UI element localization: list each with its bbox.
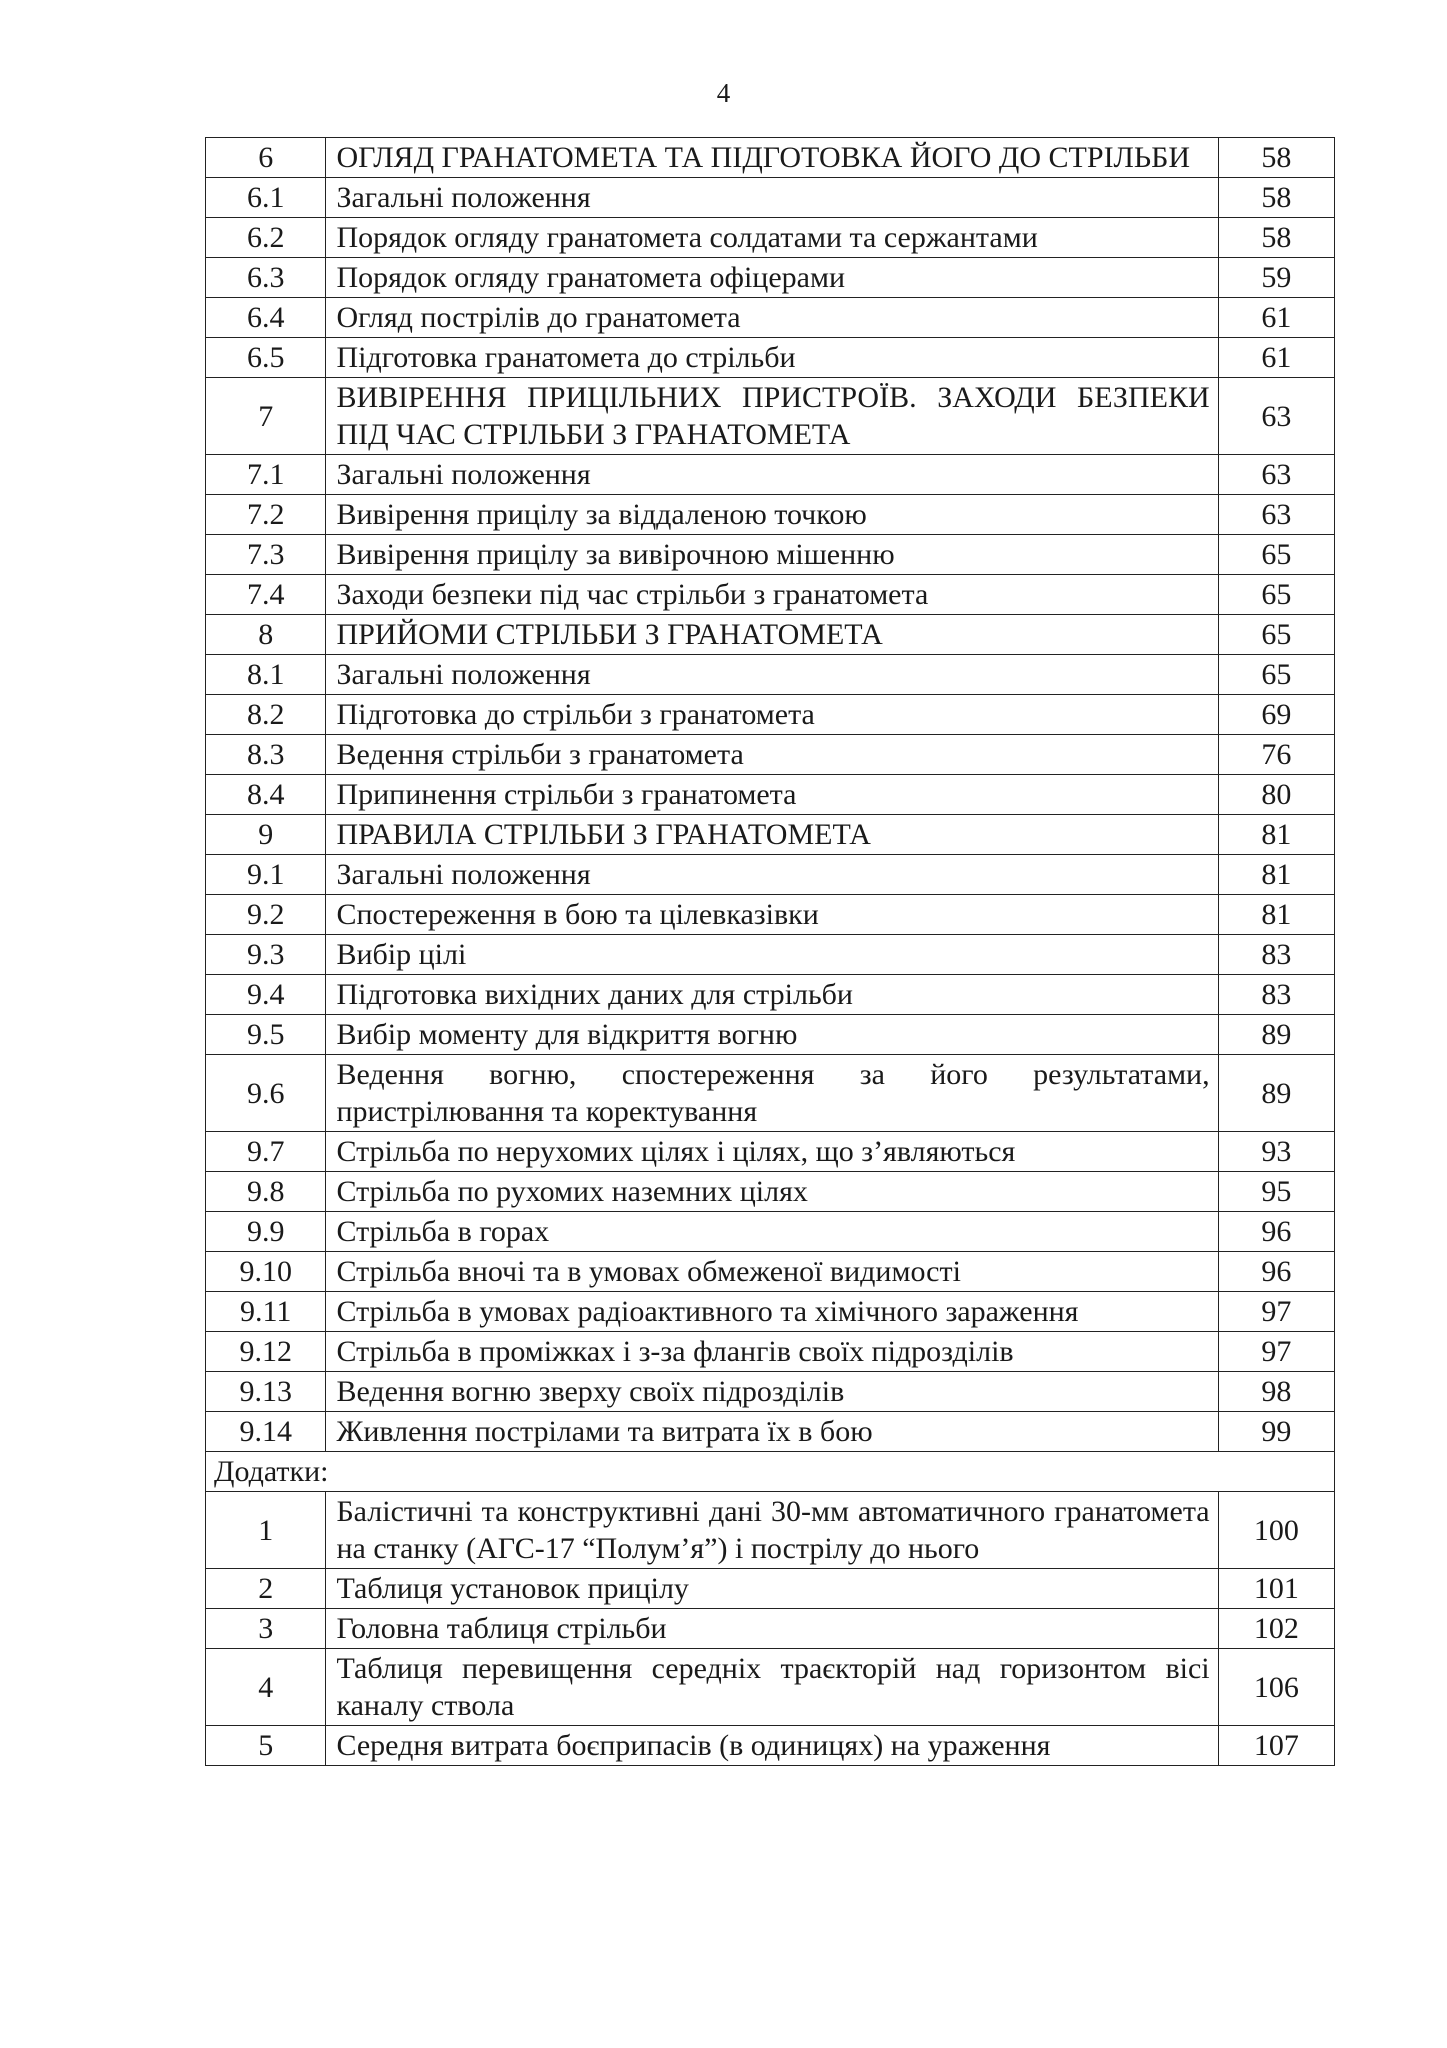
toc-row-number: 6.5 [206, 338, 326, 378]
appendix-row-number: 1 [206, 1492, 326, 1569]
appendix-row [206, 1649, 1335, 1726]
toc-row-title: Підготовка вихідних даних для стрільби [326, 975, 1218, 1015]
toc-row [206, 735, 1335, 775]
toc-row-number: 9.8 [206, 1172, 326, 1212]
appendix-row-title: Середня витрата боєприпасів (в одиницях) на ураження [326, 1726, 1218, 1766]
toc-row-page: 89 [1218, 1055, 1334, 1132]
toc-row-number: 9.9 [206, 1212, 326, 1252]
toc-row [206, 1332, 1335, 1372]
toc-row [206, 975, 1335, 1015]
toc-row [206, 178, 1335, 218]
toc-row [206, 455, 1335, 495]
toc-row-page: 65 [1218, 535, 1334, 575]
toc-row-title: Огляд пострілів до гранатомета [326, 298, 1218, 338]
appendix-row-page: 101 [1218, 1569, 1334, 1609]
toc-row-title: Ведення стрільби з гранатомета [326, 735, 1218, 775]
toc-row-title: Підготовка до стрільби з гранатомета [326, 695, 1218, 735]
toc-row [206, 1212, 1335, 1252]
toc-row-page: 61 [1218, 298, 1334, 338]
toc-row-number: 6.1 [206, 178, 326, 218]
toc-row-number: 8.1 [206, 655, 326, 695]
toc-row [206, 1372, 1335, 1412]
toc-row-page: 81 [1218, 855, 1334, 895]
toc-row-title: Вивірення прицілу за віддаленою точкою [326, 495, 1218, 535]
toc-row-number: 7.2 [206, 495, 326, 535]
toc-row-title: Стрільба по рухомих наземних цілях [326, 1172, 1218, 1212]
toc-row-title: Припинення стрільби з гранатомета [326, 775, 1218, 815]
toc-row-title: Порядок огляду гранатомета офіцерами [326, 258, 1218, 298]
toc-row-number: 6.4 [206, 298, 326, 338]
toc-row-title: Загальні положення [326, 655, 1218, 695]
toc-row-page: 99 [1218, 1412, 1334, 1452]
toc-row [206, 138, 1335, 178]
toc-row [206, 1055, 1335, 1132]
toc-row-title: Спостереження в бою та цілевказівки [326, 895, 1218, 935]
toc-row-title: ПРАВИЛА СТРІЛЬБИ З ГРАНАТОМЕТА [326, 815, 1218, 855]
toc-row-title: Стрільба по нерухомих цілях і цілях, що з’являються [326, 1132, 1218, 1172]
toc-row-number: 9.6 [206, 1055, 326, 1132]
toc-row [206, 495, 1335, 535]
toc-row-page: 58 [1218, 178, 1334, 218]
toc-row-page: 96 [1218, 1252, 1334, 1292]
toc-row-number: 9.4 [206, 975, 326, 1015]
toc-row-title: Вибір цілі [326, 935, 1218, 975]
appendix-label: Додатки: [206, 1452, 1335, 1492]
toc-row-title: ПРИЙОМИ СТРІЛЬБИ З ГРАНАТОМЕТА [326, 615, 1218, 655]
appendix-row-number: 2 [206, 1569, 326, 1609]
toc-row-title: Вивірення прицілу за вивірочною мішенню [326, 535, 1218, 575]
toc-row [206, 655, 1335, 695]
appendix-label-row [206, 1452, 1335, 1492]
toc-row-page: 63 [1218, 455, 1334, 495]
toc-row-page: 58 [1218, 138, 1334, 178]
table-of-contents [205, 137, 1335, 1766]
toc-row-page: 96 [1218, 1212, 1334, 1252]
toc-row [206, 695, 1335, 735]
toc-row-number: 7.4 [206, 575, 326, 615]
appendix-row-title: Таблиця установок прицілу [326, 1569, 1218, 1609]
toc-row-title: Заходи безпеки під час стрільби з гранатомета [326, 575, 1218, 615]
toc-row-number: 9.2 [206, 895, 326, 935]
toc-row [206, 815, 1335, 855]
toc-row-number: 9.5 [206, 1015, 326, 1055]
toc-row [206, 338, 1335, 378]
toc-row-number: 6 [206, 138, 326, 178]
appendix-row-number: 3 [206, 1609, 326, 1649]
toc-row-number: 9.3 [206, 935, 326, 975]
toc-row [206, 535, 1335, 575]
toc-row-number: 7 [206, 378, 326, 455]
toc-row-number: 8.4 [206, 775, 326, 815]
toc-row-page: 89 [1218, 1015, 1334, 1055]
toc-row-page: 97 [1218, 1292, 1334, 1332]
toc-row-title: Стрільба в горах [326, 1212, 1218, 1252]
toc-row-number: 9.1 [206, 855, 326, 895]
toc-row-page: 83 [1218, 975, 1334, 1015]
toc-row [206, 575, 1335, 615]
toc-row [206, 855, 1335, 895]
toc-row-page: 93 [1218, 1132, 1334, 1172]
toc-row-title: Загальні положення [326, 455, 1218, 495]
toc-row-number: 8 [206, 615, 326, 655]
toc-body [206, 138, 1335, 1766]
toc-row [206, 218, 1335, 258]
toc-row-number: 6.2 [206, 218, 326, 258]
toc-row-number: 9.13 [206, 1372, 326, 1412]
toc-row-page: 69 [1218, 695, 1334, 735]
toc-row [206, 378, 1335, 455]
toc-row-number: 9.11 [206, 1292, 326, 1332]
appendix-row-number: 5 [206, 1726, 326, 1766]
toc-row-number: 9.12 [206, 1332, 326, 1372]
toc-row-number: 9.10 [206, 1252, 326, 1292]
toc-row [206, 1172, 1335, 1212]
toc-row-page: 65 [1218, 655, 1334, 695]
toc-row [206, 1015, 1335, 1055]
appendix-row-page: 102 [1218, 1609, 1334, 1649]
toc-row [206, 615, 1335, 655]
toc-row-page: 58 [1218, 218, 1334, 258]
toc-row [206, 1132, 1335, 1172]
appendix-row [206, 1609, 1335, 1649]
toc-row [206, 1252, 1335, 1292]
appendix-row [206, 1726, 1335, 1766]
toc-row-title: Вибір моменту для відкриття вогню [326, 1015, 1218, 1055]
appendix-row-page: 107 [1218, 1726, 1334, 1766]
toc-row-title: Ведення вогню, спостереження за його результатами, пристрілювання та коректування [326, 1055, 1218, 1132]
toc-row-number: 7.3 [206, 535, 326, 575]
appendix-row-title: Таблиця перевищення середніх траєкторій над горизонтом вісі каналу ствола [326, 1649, 1218, 1726]
appendix-row [206, 1569, 1335, 1609]
toc-row-number: 8.3 [206, 735, 326, 775]
toc-row [206, 298, 1335, 338]
toc-row-page: 83 [1218, 935, 1334, 975]
toc-row-number: 7.1 [206, 455, 326, 495]
appendix-row-title: Балістичні та конструктивні дані 30-мм автоматичного гранатомета на станку (АГС-17 “Полум’я”) і пострілу до нього [326, 1492, 1218, 1569]
appendix-row [206, 1492, 1335, 1569]
toc-row-title: Ведення вогню зверху своїх підрозділів [326, 1372, 1218, 1412]
toc-row [206, 258, 1335, 298]
toc-row-page: 63 [1218, 495, 1334, 535]
toc-row-page: 80 [1218, 775, 1334, 815]
toc-row-page: 59 [1218, 258, 1334, 298]
toc-row [206, 935, 1335, 975]
toc-row-number: 9.14 [206, 1412, 326, 1452]
page-number: 4 [716, 78, 731, 108]
toc-row [206, 1292, 1335, 1332]
toc-row-page: 98 [1218, 1372, 1334, 1412]
toc-row [206, 775, 1335, 815]
appendix-row-number: 4 [206, 1649, 326, 1726]
appendix-row-page: 106 [1218, 1649, 1334, 1726]
toc-row-number: 6.3 [206, 258, 326, 298]
toc-row-title: ОГЛЯД ГРАНАТОМЕТА ТА ПІДГОТОВКА ЙОГО ДО СТРІЛЬБИ [326, 138, 1218, 178]
appendix-row-title: Головна таблиця стрільби [326, 1609, 1218, 1649]
toc-row-title: Загальні положення [326, 855, 1218, 895]
toc-row-title: ВИВІРЕННЯ ПРИЦІЛЬНИХ ПРИСТРОЇВ. ЗАХОДИ БЕЗПЕКИ ПІД ЧАС СТРІЛЬБИ З ГРАНАТОМЕТА [326, 378, 1218, 455]
toc-row [206, 1412, 1335, 1452]
toc-row-page: 81 [1218, 815, 1334, 855]
toc-row-page: 65 [1218, 575, 1334, 615]
toc-row [206, 895, 1335, 935]
toc-row-page: 95 [1218, 1172, 1334, 1212]
toc-row-title: Стрільба вночі та в умовах обмеженої видимості [326, 1252, 1218, 1292]
appendix-row-page: 100 [1218, 1492, 1334, 1569]
toc-row-number: 9.7 [206, 1132, 326, 1172]
toc-row-title: Живлення пострілами та витрата їх в бою [326, 1412, 1218, 1452]
toc-row-page: 81 [1218, 895, 1334, 935]
toc-row-page: 61 [1218, 338, 1334, 378]
toc-row-title: Порядок огляду гранатомета солдатами та сержантами [326, 218, 1218, 258]
toc-row-title: Підготовка гранатомета до стрільби [326, 338, 1218, 378]
toc-row-number: 8.2 [206, 695, 326, 735]
toc-row-page: 65 [1218, 615, 1334, 655]
toc-row-page: 76 [1218, 735, 1334, 775]
toc-row-page: 63 [1218, 378, 1334, 455]
toc-row-page: 97 [1218, 1332, 1334, 1372]
toc-row-number: 9 [206, 815, 326, 855]
toc-row-title: Загальні положення [326, 178, 1218, 218]
toc-row-title: Стрільба в умовах радіоактивного та хімічного зараження [326, 1292, 1218, 1332]
toc-row-title: Стрільба в проміжках і з-за флангів своїх підрозділів [326, 1332, 1218, 1372]
